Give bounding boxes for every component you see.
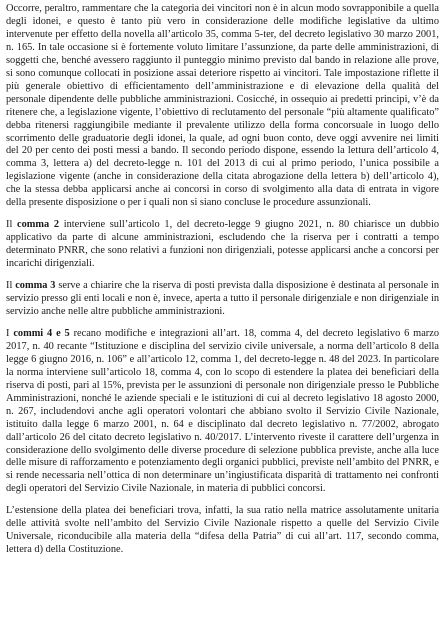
- paragraph-conclusion: [6, 505, 439, 557]
- paragraph-comma-2-lead: comma 2: [17, 219, 60, 231]
- paragraph-commi-4-5: I commi 4 e 5 recano modifiche e integrazioni all’art. 18, comma 4, del decreto legislativo 6 marzo 2017, n. 40 recante “Istituzione e disciplina del servizio civile universale, a norma dell’articolo 8 della legge 6 giugno 2016, n. 106” e all’articolo 12, comma 1, del decreto-legge n. 48 del 2023. In particolare la norma interviene sull’articolo 18, comma 4, con lo scopo di estendere la platea dei beneficiari della riserva di posti, pari al 15%, prevista per le assunzioni di personale non dirigenziale presso le Pubbliche Amministrazioni, nonché le aziende speciali e le istituzioni di cui al decreto legislativo 18 agosto 2000, n. 267, includendovi anche agli operatori volontari che abbiano svolto il Servizio Civile Nazionale, istituito dalla legge 6 marzo 2001, n. 64 e disciplinato dal decreto legislativo n. 77/2002, abrogato dall’articolo 26 del citato decreto legislativo n. 40/2017. L’intervento riveste il carattere dell’urgenza in considerazione dello svolgimento delle diverse procedure di selezione pubblica previste, anche alla luce delle misure di rafforzamento e potenziamento degli organici pubblici, previste nell’ambito del PNRR, e si rende necessaria nell’ottica di non determinare un’ingiustificata disparità di trattamento nei confronti degli operatori del Servizio Civile Nazionale, in materia di pubblici concorsi.: [6, 327, 440, 495]
- paragraph-intro: [6, 3, 439, 210]
- paragraph-conclusion-text: L’estensione della platea dei beneficiari trova, infatti, la sua ratio nella matrice assolutamente unitaria delle attività svolte nell’ambito del Servizio Civile Nazionale rispetto a quelle del Servizio Civile Universale, riconducibile alla materia della “difesa della Patria” di cui all’art. 117, secondo comma, lettera d) della Costituzione.: [6, 505, 439, 556]
- paragraph-comma-2-text: interviene sull’articolo 1, del decreto-legge 9 giugno 2021, n. 80 chiarisce un dubbio applicativo da parte di alcune amministrazioni, escludendo che la riserva per i contratti a tempo determinato PNRR, che sono relativi a funzioni non dirigenziali, potesse applicarsi anche a concorsi per incarichi dirigenziali.: [6, 219, 439, 270]
- paragraph-intro-text: Occorre, peraltro, rammentare che la categoria dei vincitori non è in alcun modo sovrapponibile a quella degli idonei, e questo è tanto più vero in considerazione delle modifiche legislative da ultimo intervenute per effetto della novella all’articolo 35, comma 5-ter, del decreto legislativo 30 marzo 2001, n. 165. In tale occasione si è fortemente voluto limitare l’assunzione, da parte delle amministrazioni, di soggetti che, benché avessero raggiunto il punteggio minimo previsto dal bando in relazione alle prove, si sono comunque collocati in posizione assai deteriore rispetto ai vincitori. Tale impostazione riflette il più generale obiettivo di efficientamento dell’amministrazione e di elevazione della qualità del personale dipendente delle pubbliche amministrazioni. Cosicché, in ossequio ai predetti principi, v’è da ritenere che, a legislazione vigente, l’obiettivo di reclutamento del personale “più altamente qualificato” debba ritenersi raggiungibile mediante il prevalente utilizzo della forma concorsuale in luogo dello scorrimento delle graduatorie degli idonei, la quale, ad ogni buon conto, deve oggi avvenire nei limiti del 20 per cento dei posti messi a bando. Il secondo periodo dispone, essendo la lettura dell’articolo 4, comma 3, lettera a) del decreto-legge n. 101 del 2013 di cui al primo periodo, l’unica possibile a legislazione vigente (anche in considerazione della citata abrogazione della lettera b) dell’articolo 4), che la stessa debba applicarsi anche ai concorsi in corso di svolgimento alla data di entrata in vigore della presente disposizione o per i quali non si siano concluse le procedure assunzionali.: [6, 3, 439, 209]
- paragraph-commi-4-5-lead: commi 4 e 5: [13, 327, 70, 339]
- paragraph-comma-3-lead: comma 3: [15, 280, 56, 292]
- paragraph-commi-4-5-text: recano modifiche e integrazioni all’art. 18, comma 4, del decreto legislativo 6 marzo 2017, n. 40 recante “Istituzione e disciplina del servizio civile universale, a norma dell’articolo 8 della legge 6 giugno 2016, n. 106” e all’articolo 12, comma 1, del decreto-legge n. 48 del 2023. In particolare la norma interviene sull’articolo 18, comma 4, con lo scopo di estendere la platea dei beneficiari della riserva di posti, pari al 15%, prevista per le assunzioni di personale non dirigenziale presso le Pubbliche Amministrazioni, nonché le aziende speciali e le istituzioni di cui al decreto legislativo 18 agosto 2000, n. 267, includendovi anche agli operatori volontari che abbiano svolto il Servizio Civile Nazionale, istituito dalla legge 6 marzo 2001, n. 64 e disciplinato dal decreto legislativo n. 77/2002, abrogato dall’articolo 26 del citato decreto legislativo n. 40/2017. L’intervento riveste il carattere dell’urgenza in considerazione dello svolgimento delle diverse procedure di selezione pubblica previste, anche alla luce delle misure di rafforzamento e potenziamento degli organici pubblici, previste nell’ambito del PNRR, e si rende necessaria nell’ottica di non determinare un’ingiustificata disparità di trattamento nei confronti degli operatori del Servizio Civile Nazionale, in materia di pubblici concorsi.: [6, 327, 440, 495]
- paragraph-comma-3: Il comma 3 serve a chiarire che la riserva di posti prevista dalla disposizione è destinata al personale in servizio presso gli enti locali e non è, invece, aperta a tutto il personale dirigenziale e non dirigenziale in servizio anche nelle altre pubbliche amministrazioni.: [6, 280, 439, 317]
- paragraph-comma-3-text: serve a chiarire che la riserva di posti prevista dalla disposizione è destinata al personale in servizio presso gli enti locali e non è, invece, aperta a tutto il personale dirigenziale e non dirigenziale in servizio anche nelle altre pubbliche amministrazioni.: [6, 280, 439, 317]
- paragraph-comma-2: Il comma 2 interviene sull’articolo 1, del decreto-legge 9 giugno 2021, n. 80 chiarisce un dubbio applicativo da parte di alcune amministrazioni, escludendo che la riserva per i contratti a tempo determinato PNRR, che sono relativi a funzioni non dirigenziali, potesse applicarsi anche a concorsi per incarichi dirigenziali.: [6, 219, 439, 270]
